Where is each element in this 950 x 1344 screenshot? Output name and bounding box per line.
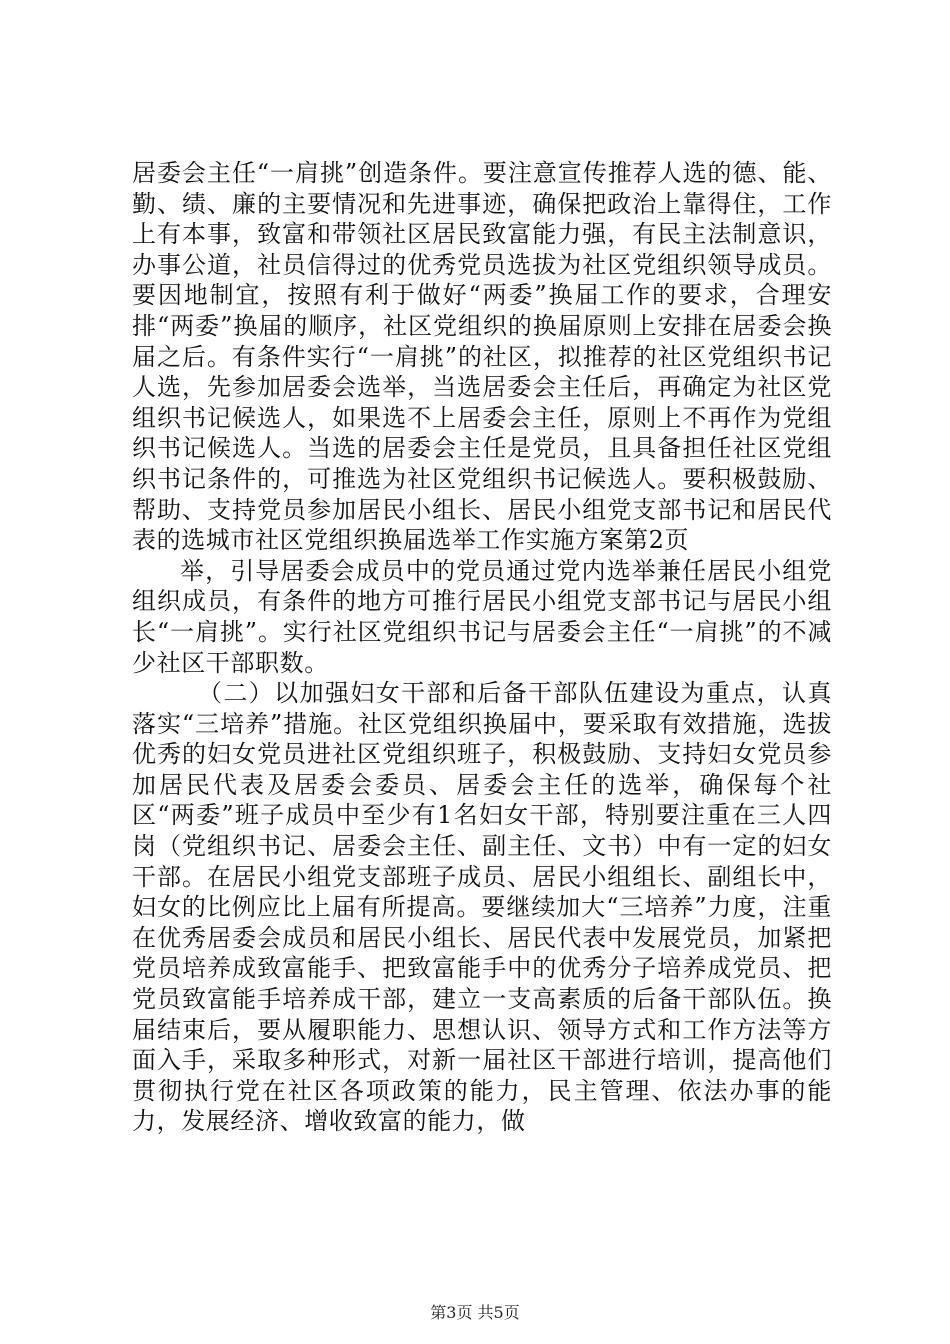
document-body (132, 158, 832, 1137)
paragraph-2: 举，引导居委会成员中的党员通过党内选举兼任居民小组党组织成员，有条件的地方可推行居民小组党支部书记与居民小组长“一肩挑”。实行社区党组织书记与居委会主任“一肩挑”的不减少社区干部职数。 (132, 556, 832, 677)
page-footer: 第3页 共5页 (430, 1303, 520, 1322)
paragraph-1: 居委会主任“一肩挑”创造条件。要注意宣传推荐人选的德、能、勤、绩、廉的主要情况和先进事迹，确保把政治上靠得住，工作上有本事，致富和带领社区居民致富能力强，有民主法制意识，办事公道，社员信得过的优秀党员选拔为社区党组织领导成员。要因地制宜，按照有利于做好“两委”换届工作的要求，合理安排“两委”换届的顺序，社区党组织的换届原则上安排在居委会换届之后。有条件实行“一肩挑”的社区，拟推荐的社区党组织书记人选，先参加居委会选举，当选居委会主任后，再确定为社区党组织书记候选人，如果选不上居委会主任，原则上不再作为党组织书记候选人。当选的居委会主任是党员，且具备担任社区党组织书记条件的，可推选为社区党组织书记候选人。要积极鼓励、帮助、支持党员参加居民小组长、居民小组党支部书记和居民代表的选城市社区党组织换届选举工作实施方案第2页 (132, 159, 832, 555)
paragraph-3: （二）以加强妇女干部和后备干部队伍建设为重点，认真落实“三培养”措施。社区党组织换届中，要采取有效措施，选拔优秀的妇女党员进社区党组织班子，积极鼓励、支持妇女党员参加居民代表及居委会委员、居委会主任的选举，确保每个社区“两委”班子成员中至少有1名妇女干部，特别要注重在三人四岗（党组织书记、居委会主任、副主任、文书）中有一定的妇女干部。在居民小组党支部班子成员、居民小组组长、副组长中，妇女的比例应比上届有所提高。要继续加大“三培养”力度，注重在优秀居委会成员和居民小组长、居民代表中发展党员，加紧把党员培养成致富能手、把致富能手中的优秀分子培养成党员、把党员致富能手培养成干部，建立一支高素质的后备干部队伍。换届结束后，要从履职能力、思想认识、领导方式和工作方法等方面入手，采取多种形式，对新一届社区干部进行培训，提高他们贯彻执行党在社区各项政策的能力，民主管理、依法办事的能力，发展经济、增收致富的能力，做 (132, 679, 832, 1136)
